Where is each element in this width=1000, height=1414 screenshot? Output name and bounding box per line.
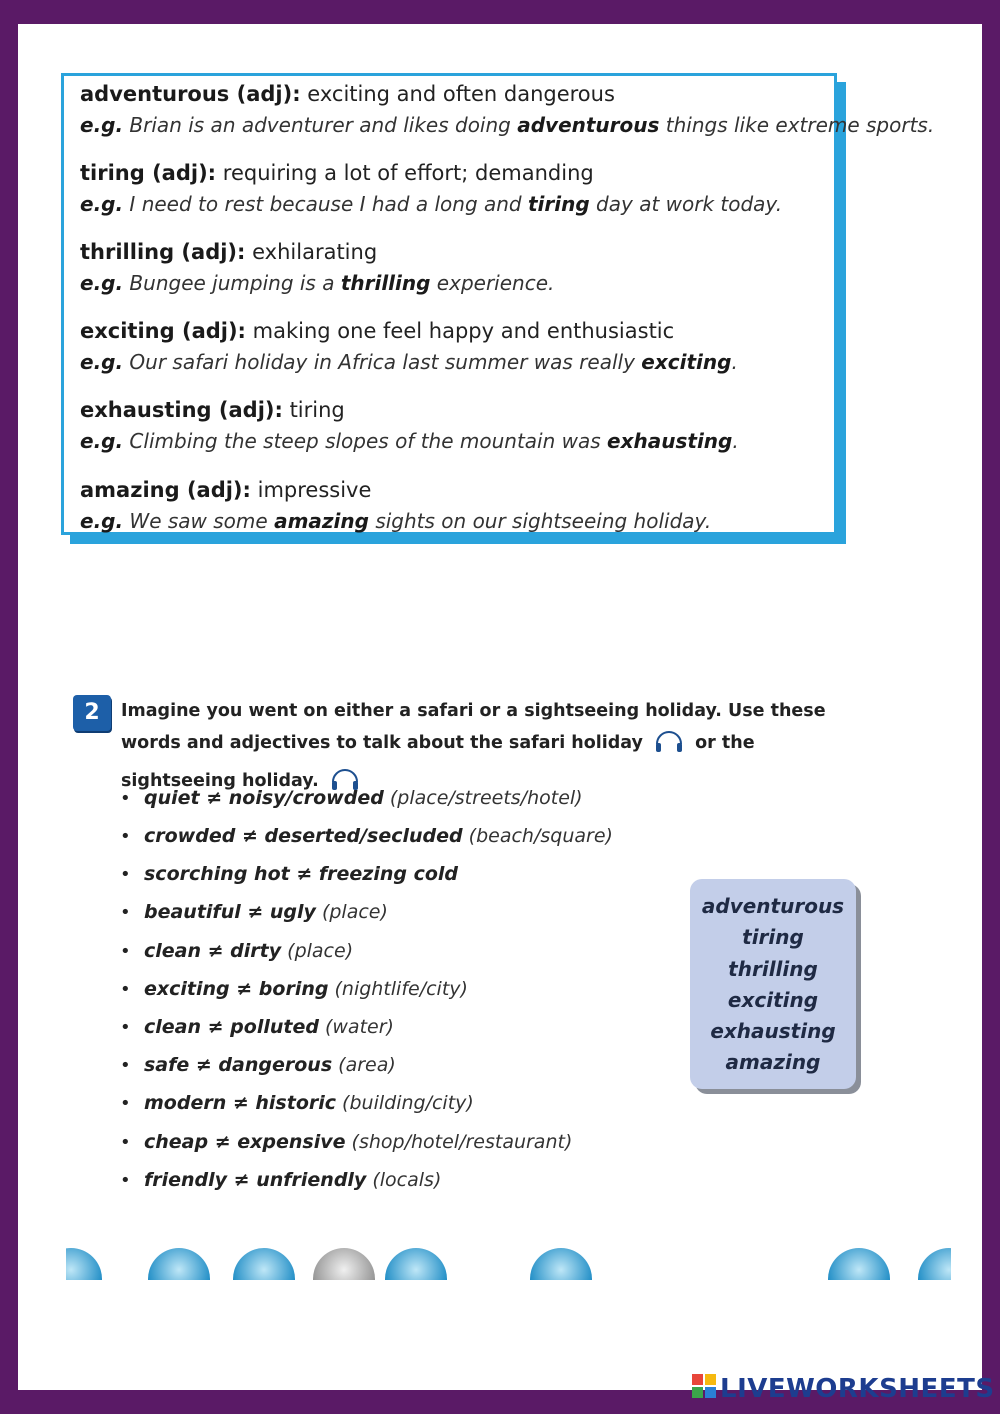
nav-button[interactable]	[148, 1248, 210, 1280]
list-item: • friendly ≠ unfriendly (locals)	[120, 1169, 442, 1191]
definition-text: exciting and often dangerous	[300, 82, 615, 106]
vocab-example	[80, 505, 824, 537]
nav-button[interactable]	[918, 1248, 951, 1280]
list-item: • scorching hot ≠ freezing cold	[120, 863, 459, 885]
example-text: I need to rest because I had a long and	[123, 192, 528, 216]
vocab-term: thrilling (adj):	[80, 240, 246, 264]
watermark-text: LIVEWORKSHEETS	[720, 1374, 995, 1404]
vocab-term: amazing (adj):	[80, 478, 251, 502]
list-item: • safe ≠ dangerous (area)	[120, 1054, 396, 1076]
word-pair: scorching hot ≠ freezing cold	[144, 863, 459, 885]
example-text: .	[732, 429, 739, 453]
adjective-word: amazing	[725, 1050, 821, 1075]
pair-hint: (place)	[281, 940, 354, 962]
list-item: • clean ≠ dirty (place)	[120, 940, 354, 962]
word-pair: quiet ≠ noisy/crowded	[144, 787, 384, 809]
pair-hint: (beach/square)	[462, 825, 613, 847]
vocab-example	[80, 267, 824, 299]
list-item: • beautiful ≠ ugly (place)	[120, 901, 388, 923]
example-highlight: adventurous	[517, 113, 660, 137]
worksheet-page	[18, 24, 982, 1390]
adjective-word: exhausting	[710, 1019, 836, 1044]
vocab-entry	[80, 79, 935, 141]
adjective-word: exciting	[727, 987, 819, 1012]
example-text: .	[731, 350, 738, 374]
play-button[interactable]	[313, 1248, 375, 1280]
list-item: • modern ≠ historic (building/city)	[120, 1092, 474, 1114]
definition-text: tiring	[282, 398, 345, 422]
vocab-definition	[80, 158, 824, 188]
definition-text: impressive	[250, 478, 372, 502]
eg-label: e.g.	[80, 271, 124, 295]
list-item: • crowded ≠ deserted/secluded (beach/square)	[120, 825, 613, 847]
vocab-term: tiring (adj):	[80, 161, 217, 185]
eg-label: e.g.	[80, 429, 124, 453]
vocab-term: adventurous (adj):	[80, 82, 301, 106]
vocab-definition	[80, 395, 824, 425]
eg-label: e.g.	[80, 113, 124, 137]
exercise-number-badge: 2	[73, 695, 111, 731]
list-item: • cheap ≠ expensive (shop/hotel/restaurant)	[120, 1131, 573, 1153]
instruction-text: Imagine you went on either a safari or a sightseeing holiday. Use these words and adjectives to talk about the safari holiday	[121, 701, 826, 753]
pair-hint: (building/city)	[336, 1092, 474, 1114]
vocab-entry	[80, 158, 824, 220]
nav-button[interactable]	[385, 1248, 447, 1280]
instruction-text: or the sightseeing holiday.	[121, 733, 755, 791]
vocab-entry	[80, 395, 824, 457]
example-highlight: exciting	[641, 350, 732, 374]
liveworksheets-logo-icon	[692, 1374, 716, 1405]
word-pair: cheap ≠ expensive	[144, 1131, 346, 1153]
nav-button[interactable]	[66, 1248, 102, 1280]
example-text: things like extreme sports.	[659, 113, 935, 137]
pair-hint: (place)	[315, 901, 388, 923]
definition-text: requiring a lot of effort; demanding	[216, 161, 594, 185]
eg-label: e.g.	[80, 350, 124, 374]
adjective-box	[690, 879, 856, 1089]
list-item: • quiet ≠ noisy/crowded (place/streets/hotel)	[120, 787, 583, 809]
example-highlight: tiring	[527, 192, 590, 216]
vocab-entry	[80, 237, 824, 299]
vocab-example	[80, 109, 935, 141]
example-text: day at work today.	[589, 192, 783, 216]
adjective-word: tiring	[742, 925, 804, 950]
media-button-strip	[66, 1246, 951, 1280]
example-text: Brian is an adventurer and likes doing	[123, 113, 518, 137]
definition-text: making one feel happy and enthusiastic	[245, 319, 675, 343]
pair-hint: (locals)	[366, 1169, 442, 1191]
vocab-entry	[80, 475, 824, 537]
word-pair: crowded ≠ deserted/secluded	[144, 825, 463, 847]
example-text: experience.	[430, 271, 555, 295]
nav-button[interactable]	[828, 1248, 890, 1280]
vocab-definition	[80, 237, 824, 267]
example-highlight: exhausting	[607, 429, 733, 453]
vocab-term: exhausting (adj):	[80, 398, 283, 422]
adjective-word: adventurous	[701, 894, 845, 918]
vocab-example	[80, 425, 824, 457]
pair-hint: (shop/hotel/restaurant)	[345, 1131, 573, 1153]
vocabulary-box	[61, 73, 935, 535]
pair-hint: (nightlife/city)	[328, 978, 468, 1000]
pair-hint: (water)	[318, 1016, 394, 1038]
example-text: sights on our sightseeing holiday.	[368, 509, 712, 533]
word-pair: friendly ≠ unfriendly	[144, 1169, 367, 1191]
vocab-definition	[80, 79, 824, 109]
vocab-entry	[80, 316, 824, 378]
word-pair: exciting ≠ boring	[144, 978, 329, 1000]
list-item: • clean ≠ polluted (water)	[120, 1016, 394, 1038]
vocab-example	[80, 346, 824, 378]
audio-button[interactable]	[530, 1248, 592, 1280]
vocab-term: exciting (adj):	[80, 319, 246, 343]
example-highlight: amazing	[274, 509, 369, 533]
example-highlight: thrilling	[340, 271, 431, 295]
vocab-definition	[80, 475, 824, 505]
headphones-icon[interactable]	[653, 724, 685, 762]
word-pair: safe ≠ dangerous	[144, 1054, 333, 1076]
list-item: • exciting ≠ boring (nightlife/city)	[120, 978, 468, 1000]
eg-label: e.g.	[80, 192, 124, 216]
vocab-definition	[80, 316, 824, 346]
word-pair: clean ≠ polluted	[144, 1016, 319, 1038]
example-text: Our safari holiday in Africa last summer was really	[123, 350, 642, 374]
word-pair: modern ≠ historic	[144, 1092, 337, 1114]
example-text: Climbing the steep slopes of the mountain was	[123, 429, 608, 453]
word-pair: clean ≠ dirty	[144, 940, 282, 962]
example-text: We saw some	[123, 509, 275, 533]
example-text: Bungee jumping is a	[123, 271, 341, 295]
vocab-example	[80, 188, 824, 220]
word-pair: beautiful ≠ ugly	[144, 901, 316, 923]
pair-hint: (area)	[332, 1054, 396, 1076]
nav-button[interactable]	[233, 1248, 295, 1280]
eg-label: e.g.	[80, 509, 124, 533]
adjective-word: thrilling	[728, 956, 818, 981]
pair-hint: (place/streets/hotel)	[383, 787, 583, 809]
liveworksheets-watermark	[692, 1374, 995, 1404]
definition-text: exhilarating	[245, 240, 378, 264]
